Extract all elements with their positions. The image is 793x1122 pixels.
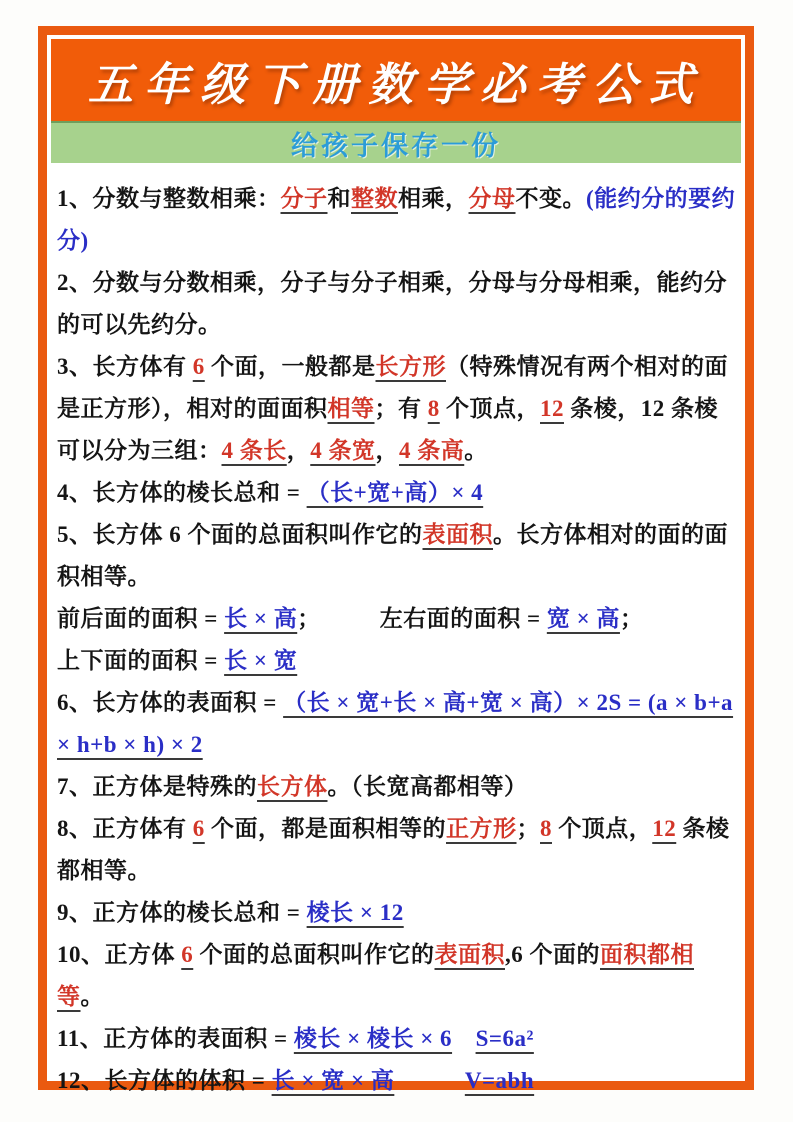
text-segment: 个顶点， bbox=[552, 816, 653, 841]
formula-item bbox=[57, 1018, 737, 1060]
text-segment: ； bbox=[619, 606, 644, 631]
formula-blue: （长+宽+高）× 4 bbox=[306, 480, 484, 505]
formula-item bbox=[57, 1060, 737, 1102]
text-segment: 11、正方体的表面积 = bbox=[57, 1026, 294, 1051]
text-segment bbox=[452, 1026, 476, 1051]
highlight-red-term: 12 bbox=[652, 816, 677, 841]
text-segment: 个顶点， bbox=[439, 396, 540, 421]
formula-blue: 宽 × 高 bbox=[546, 606, 620, 631]
formula-item bbox=[57, 640, 737, 682]
highlight-red-term: 6 bbox=[192, 354, 205, 379]
highlight-red-term: 8 bbox=[427, 396, 440, 421]
highlight-red-term: 6 bbox=[181, 942, 194, 967]
highlight-red-term: 表面积 bbox=[422, 522, 493, 547]
text-segment: 和 bbox=[327, 186, 351, 211]
text-segment: 1、分数与整数相乘： bbox=[57, 186, 281, 211]
subtitle: 给孩子保存一份 bbox=[291, 130, 501, 161]
text-segment: 。 bbox=[464, 438, 488, 463]
text-segment: 条棱都相等。 bbox=[57, 816, 730, 883]
highlight-red-term: 面积都相等 bbox=[57, 942, 694, 1009]
highlight-red-term: 整数 bbox=[351, 186, 398, 211]
text-segment bbox=[394, 1068, 465, 1093]
highlight-red-term: 8 bbox=[540, 816, 552, 841]
formula-item bbox=[57, 892, 737, 934]
text-segment: 个面，一般都是 bbox=[204, 354, 376, 379]
header-banner bbox=[51, 39, 741, 121]
highlight-red-term: 6 bbox=[192, 816, 205, 841]
sub-banner bbox=[51, 121, 741, 163]
text-segment: 。 bbox=[80, 984, 104, 1009]
text-segment: 6、长方体的表面积 = bbox=[57, 690, 284, 715]
text-segment: 5、长方体 6 个面的总面积叫作它的 bbox=[57, 522, 423, 547]
formula-blue: 长 × 宽 bbox=[224, 648, 298, 673]
formula-blue: S=6a² bbox=[475, 1026, 534, 1051]
formula-blue: 长 × 高 bbox=[224, 606, 298, 631]
formula-list bbox=[47, 163, 745, 1102]
highlight-red-term: 长方体 bbox=[257, 774, 328, 799]
highlight-red-term: 12 bbox=[540, 396, 564, 421]
text-segment: 10、正方体 bbox=[57, 942, 182, 967]
text-segment: 相乘， bbox=[398, 186, 469, 211]
text-segment: 个面，都是面积相等的 bbox=[204, 816, 446, 841]
text-segment: ；有 bbox=[374, 396, 428, 421]
text-segment: 7、正方体是特殊的 bbox=[57, 774, 257, 799]
text-segment: ； 左右面的面积 = bbox=[297, 606, 547, 631]
highlight-red-term: 长方形 bbox=[375, 354, 446, 379]
formula-item bbox=[57, 514, 737, 598]
formula-item bbox=[57, 178, 737, 262]
formula-item bbox=[57, 808, 737, 892]
text-segment: 。长方体相对的面的面积相等。 bbox=[57, 522, 728, 589]
text-segment: 8、正方体有 bbox=[57, 816, 193, 841]
text-segment: 不变。 bbox=[515, 186, 586, 211]
formula-blue: 长 × 宽 × 高 bbox=[271, 1068, 395, 1093]
text-segment: 12、长方体的体积 = bbox=[57, 1068, 272, 1093]
highlight-red-term: 4 条宽 bbox=[310, 438, 376, 463]
formula-item bbox=[57, 934, 737, 1018]
text-segment: ， bbox=[375, 438, 399, 463]
formula-blue: （长 × 宽+长 × 高+宽 × 高）× 2S = (a × b+a × h+b × h) × 2 bbox=[57, 690, 734, 757]
text-segment: 上下面的面积 = bbox=[57, 648, 225, 673]
formula-item bbox=[57, 766, 737, 808]
poster-card bbox=[38, 26, 754, 1093]
text-segment: 3、长方体有 bbox=[57, 354, 193, 379]
text-segment: （特殊情况有两个相对的面是正方形），相对的面面积 bbox=[57, 354, 728, 421]
formula-item bbox=[57, 682, 737, 766]
page-title: 五年级下册数学必考公式 bbox=[87, 57, 704, 111]
text-segment: ,6 个面的 bbox=[505, 942, 600, 967]
text-segment: ， bbox=[286, 438, 311, 463]
highlight-red-term: 4 条长 bbox=[221, 438, 287, 463]
highlight-red-term: 正方形 bbox=[446, 816, 517, 841]
highlight-red-term: 分子 bbox=[280, 186, 328, 211]
text-segment: 9、正方体的棱长总和 = bbox=[57, 900, 307, 925]
text-segment: ； bbox=[516, 816, 540, 841]
text-segment: 前后面的面积 = bbox=[57, 606, 225, 631]
highlight-red-term: 相等 bbox=[327, 396, 375, 421]
text-segment: 。（长宽高都相等） bbox=[327, 774, 528, 799]
note-blue: (能约分的要约分) bbox=[57, 186, 736, 253]
highlight-red-term: 4 条高 bbox=[399, 438, 465, 463]
text-segment: 4、长方体的棱长总和 = bbox=[57, 480, 307, 505]
formula-blue: 棱长 × 12 bbox=[306, 900, 404, 925]
formula-item bbox=[57, 262, 737, 346]
formula-blue: 棱长 × 棱长 × 6 bbox=[293, 1026, 453, 1051]
formula-item bbox=[57, 472, 737, 514]
highlight-red-term: 分母 bbox=[468, 186, 516, 211]
text-segment: 2、分数与分数相乘，分子与分子相乘，分母与分母相乘，能约分的可以先约分。 bbox=[57, 270, 727, 337]
formula-item bbox=[57, 598, 737, 640]
text-segment: 条棱，12 条棱可以分为三组： bbox=[57, 396, 718, 463]
text-segment: 个面的总面积叫作它的 bbox=[193, 942, 435, 967]
highlight-red-term: 表面积 bbox=[434, 942, 505, 967]
formula-item bbox=[57, 346, 737, 472]
formula-blue: V=abh bbox=[464, 1068, 535, 1093]
